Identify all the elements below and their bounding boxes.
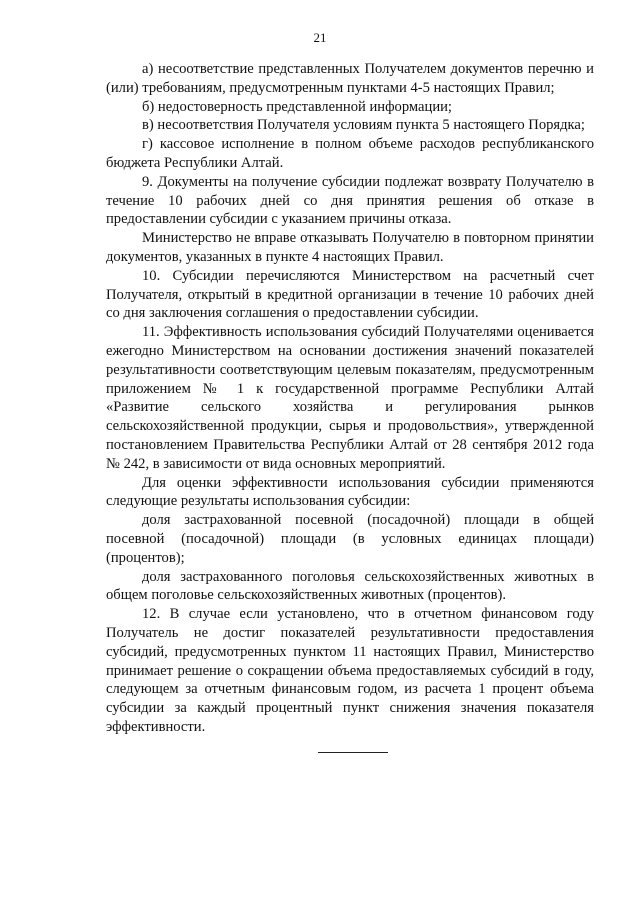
- paragraph-clause-9-note: Министерство не вправе отказывать Получателю в повторном принятии документов, указанных в пункте 4 настоящих Правил.: [106, 230, 594, 265]
- document-body: [106, 60, 594, 737]
- paragraph-item-b: б) недостоверность представленной информации;: [142, 98, 452, 115]
- paragraph-clause-12: 12. В случае если установлено, что в отчетном финансовом году Получатель не достиг показателей результативности предоставления субсидий, предусмотренных пунктом 11 настоящих Правил, Министерство принимает решение о сокращении объема предоставляемых субсидий в году, следующем за отчетным финансовым годом, из расчета 1 процент объема субсидии за каждый процентный пункт снижения значения показателя эффективности.: [106, 606, 594, 735]
- paragraph-clause-10: 10. Субсидии перечисляются Министерством на расчетный счет Получателя, открытый в кредитной организации в течение 10 рабочих дней со дня заключения соглашения о предоставлении субсидии.: [106, 267, 594, 322]
- paragraph-indicator-livestock: доля застрахованного поголовья сельскохозяйственных животных в общем поголовье сельскохозяйственных животных (процентов).: [106, 568, 594, 604]
- paragraph-item-g: г) кассовое исполнение в полном объеме расходов республиканского бюджета Республики Алтай.: [106, 136, 594, 171]
- paragraph-item-v: в) несоответствия Получателя условиям пункта 5 настоящего Порядка;: [142, 117, 585, 134]
- page-number: 21: [313, 30, 327, 45]
- paragraph-indicator-crop-area: доля застрахованной посевной (посадочной) площади в общей посевной (посадочной) площади (в условных единицах площади) (процентов);: [106, 512, 594, 566]
- paragraph-clause-11: 11. Эффективность использования субсидий Получателями оценивается ежегодно Министерством на основании достижения значений показателей результативности соответствующим целевым показателям, предусмотренным приложением № 1 к государственной программе Республики Алтай «Развитие сельского хозяйства и регулирования рынков сельскохозяйственной продукции, сырья и продовольствия», утвержденной постановлением Правительства Республики Алтай от 28 сентября 2012 года № 242, в зависимости от вида основных мероприятий.: [106, 324, 594, 472]
- paragraph-clause-9: 9. Документы на получение субсидии подлежат возврату Получателю в течение 10 рабочих дней со дня принятия решения об отказе в предоставлении субсидии с указанием причины отказа.: [106, 173, 594, 228]
- paragraph-evaluation-intro: Для оценки эффективности использования субсидии применяются следующие результаты использования субсидии:: [106, 474, 594, 510]
- paragraph-item-a: а) несоответствие представленных Получателем документов перечню и (или) требованиям, предусмотренным пунктами 4-5 настоящих Правил;: [106, 61, 594, 96]
- end-divider-line: [318, 752, 388, 753]
